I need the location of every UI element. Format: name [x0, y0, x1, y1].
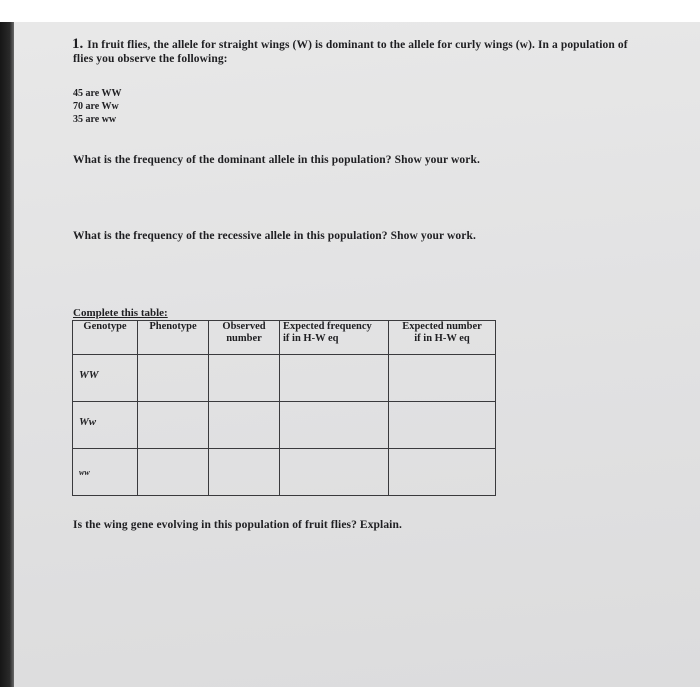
table-row	[73, 449, 496, 496]
cell-phenotype-blank[interactable]	[138, 449, 209, 496]
header-expected-frequency	[280, 321, 389, 355]
cell-genotype	[73, 355, 138, 402]
cell-genotype	[73, 449, 138, 496]
table-intro-label: Complete this table:	[73, 307, 168, 319]
cell-observed-blank[interactable]	[209, 355, 280, 402]
genotype-ww-recessive: ww	[79, 468, 90, 477]
header-phenotype	[138, 321, 209, 355]
cell-phenotype-blank[interactable]	[138, 355, 209, 402]
header-genotype	[73, 321, 138, 355]
table-row	[73, 402, 496, 449]
genotype-ww-dominant: WW	[79, 369, 99, 381]
prompt-gene-evolving: Is the wing gene evolving in this population of fruit flies? Explain.	[73, 519, 402, 531]
cell-phenotype-blank[interactable]	[138, 402, 209, 449]
cell-expected-number-blank[interactable]	[389, 355, 496, 402]
observation-ww-homozygous-dominant: 45 are WW	[73, 88, 122, 99]
photo-edge-shadow	[0, 22, 14, 687]
cell-expected-number-blank[interactable]	[389, 449, 496, 496]
genotype-ww-heterozygous: Ww	[79, 416, 97, 428]
question-header	[72, 35, 628, 53]
cell-genotype	[73, 402, 138, 449]
table-header-row	[73, 321, 496, 355]
cell-expected-frequency-blank[interactable]	[280, 449, 389, 496]
cell-expected-frequency-blank[interactable]	[280, 355, 389, 402]
hardy-weinberg-table	[72, 320, 496, 496]
header-observed-line2: number	[226, 333, 262, 344]
header-genotype-label: Genotype	[83, 321, 127, 332]
observation-ww-heterozygous: 70 are Ww	[73, 101, 119, 112]
cell-observed-blank[interactable]	[209, 402, 280, 449]
header-observed-line1: Observed	[222, 321, 266, 332]
header-observed-number	[209, 321, 280, 355]
header-expected-number-line2: if in H-W eq	[414, 333, 470, 344]
header-phenotype-label: Phenotype	[149, 321, 197, 332]
question-text-line1: In fruit flies, the allele for straight wings (W) is dominant to the allele for curly wings (w). In a population of	[87, 39, 628, 51]
question-number: 1.	[72, 36, 84, 52]
header-expected-frequency-line1: Expected frequency	[283, 321, 372, 332]
question-text-line2: flies you observe the following:	[73, 53, 228, 65]
prompt-dominant-frequency: What is the frequency of the dominant allele in this population? Show your work.	[73, 154, 480, 166]
table-row	[73, 355, 496, 402]
cell-expected-frequency-blank[interactable]	[280, 402, 389, 449]
observation-ww-homozygous-recessive: 35 are ww	[73, 114, 117, 125]
cell-observed-blank[interactable]	[209, 449, 280, 496]
header-expected-frequency-line2: if in H-W eq	[283, 333, 339, 344]
header-expected-number-line1: Expected number	[402, 321, 482, 332]
header-expected-number	[389, 321, 496, 355]
prompt-recessive-frequency: What is the frequency of the recessive allele in this population? Show your work.	[73, 230, 476, 242]
cell-expected-number-blank[interactable]	[389, 402, 496, 449]
photo-background-top	[0, 0, 700, 22]
